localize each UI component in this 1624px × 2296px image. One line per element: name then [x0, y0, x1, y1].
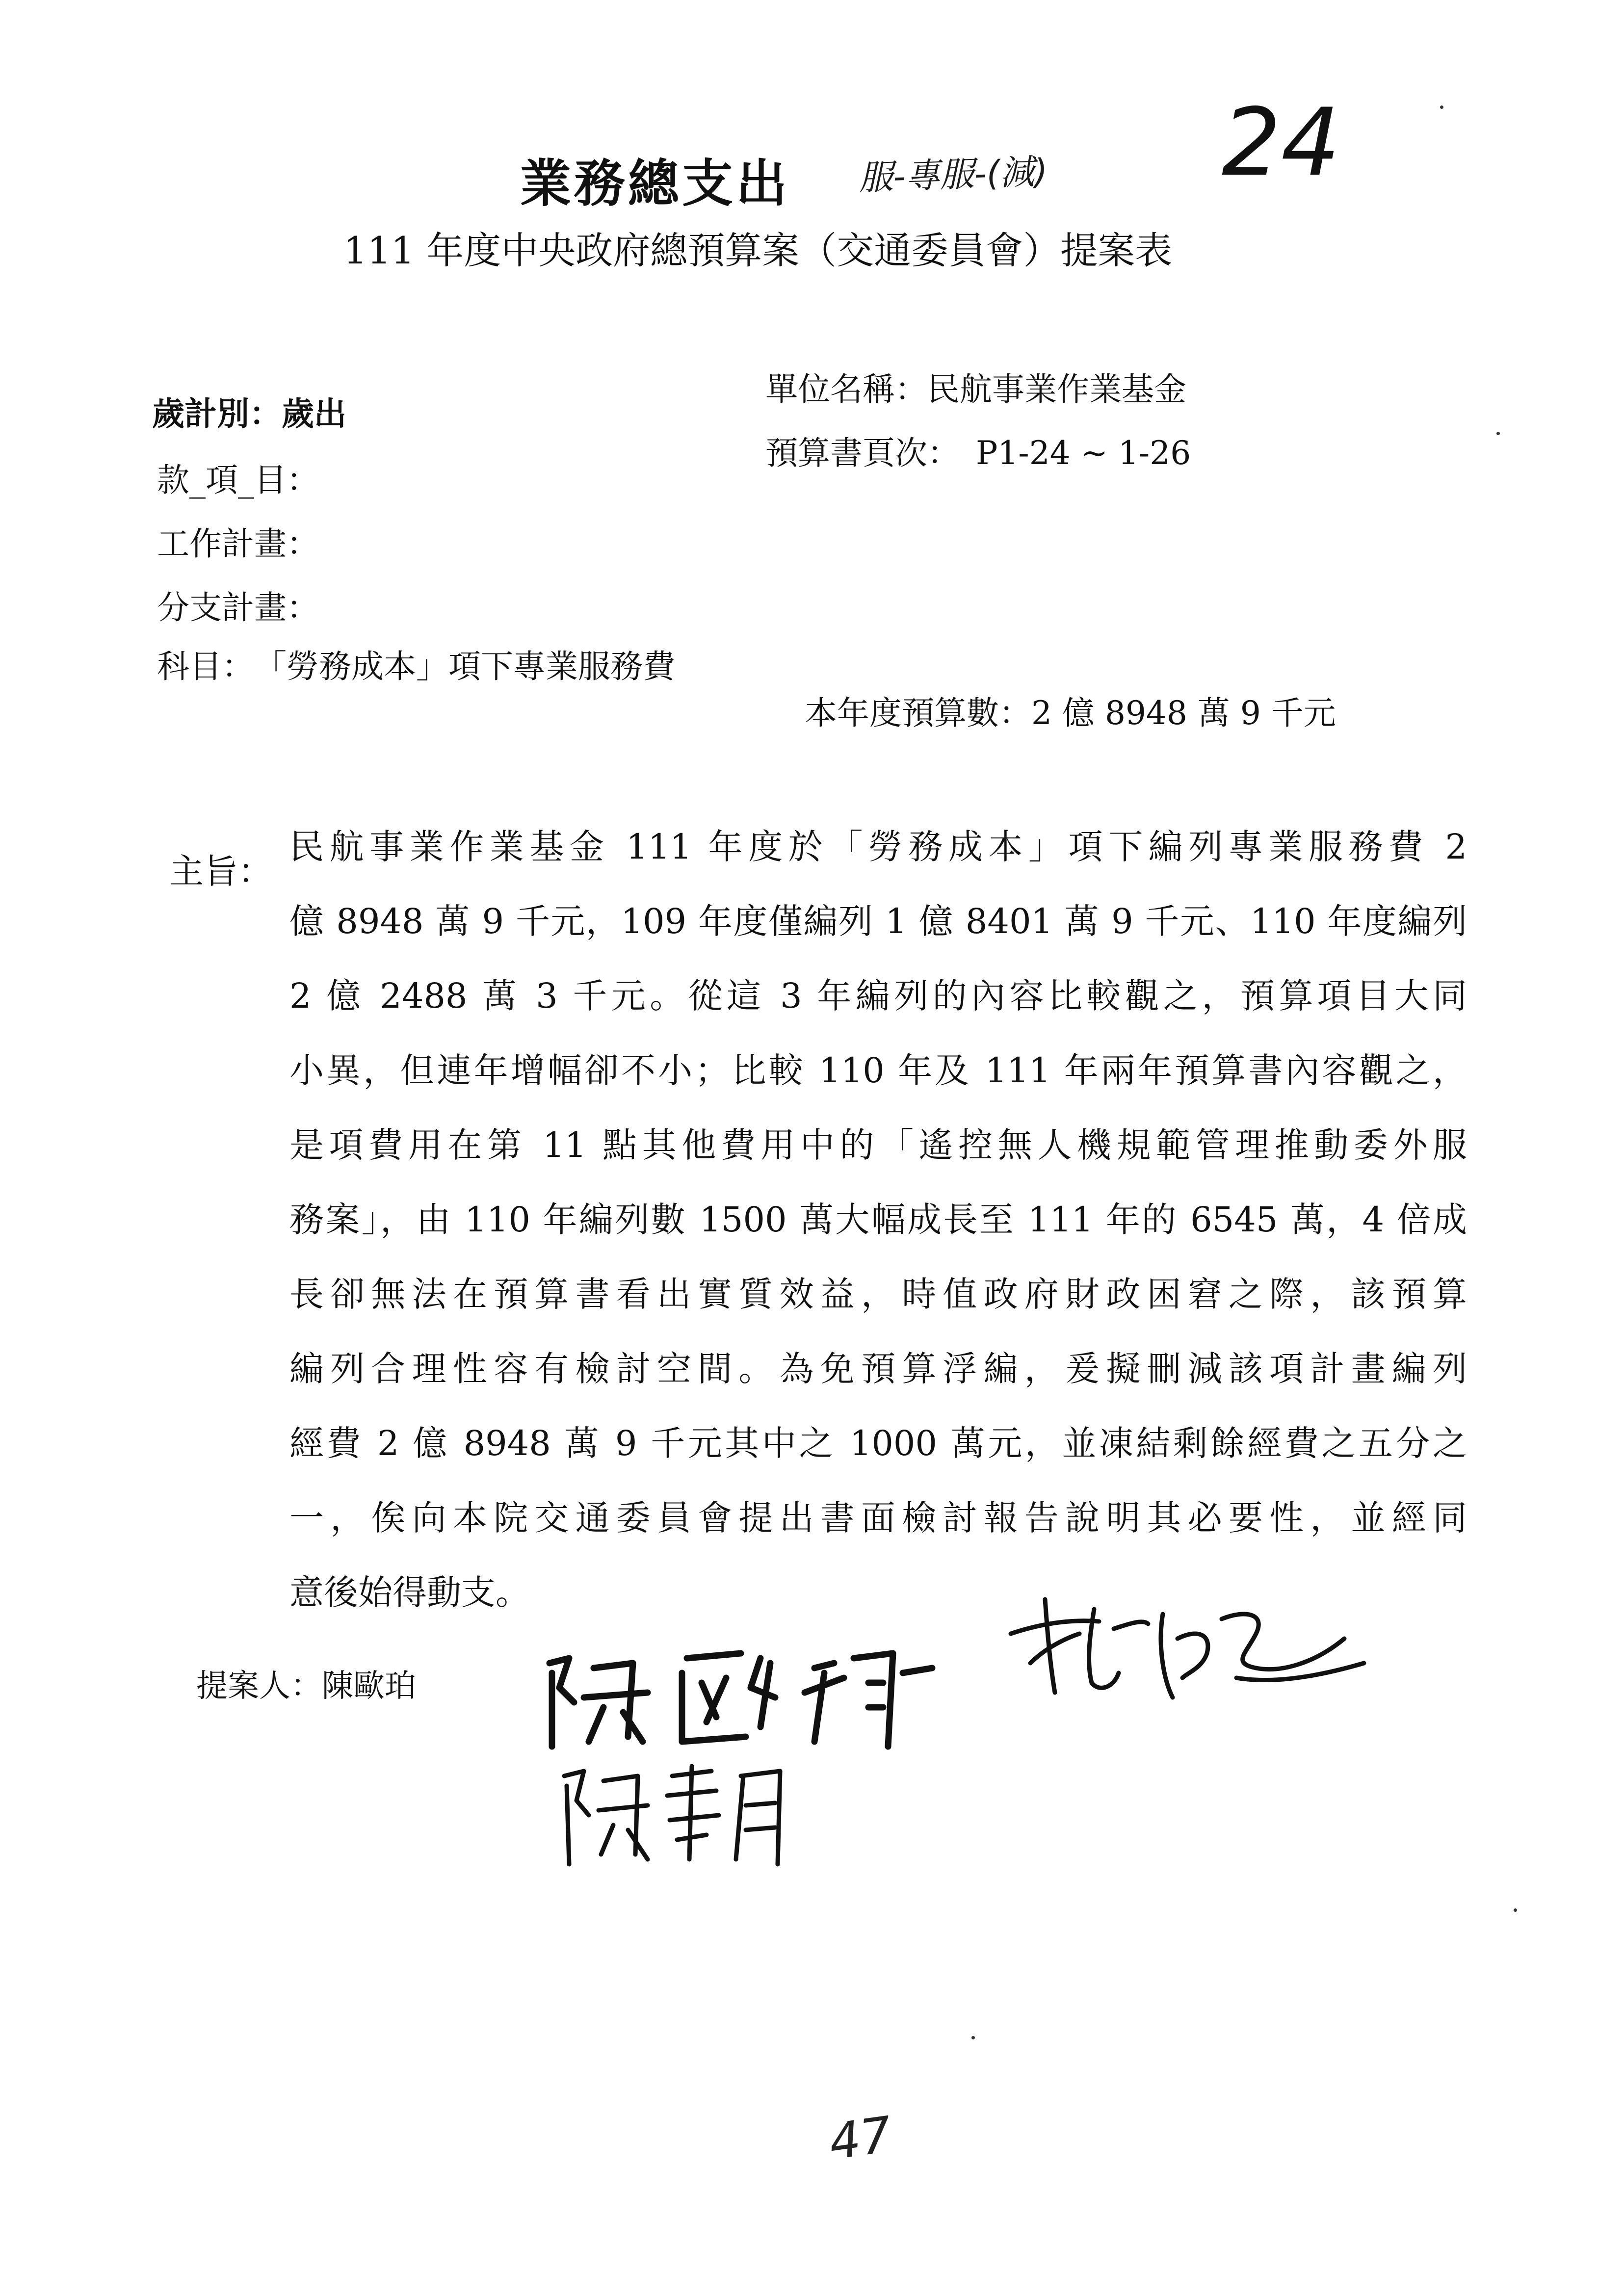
scan-speck — [1514, 1908, 1517, 1912]
purpose-line: 編列合理性容有檢討空間。為免預算浮編，爰擬刪減該項計畫編列 — [289, 1349, 1467, 1389]
purpose-line: 經費 2 億 8948 萬 9 千元其中之 1000 萬元，並凍結剩餘經費之五分之 — [289, 1423, 1467, 1463]
scan-speck — [1440, 105, 1443, 109]
item-field: 款_項_目： — [157, 461, 319, 499]
work-plan-field: 工作計畫： — [157, 525, 319, 563]
purpose-line: 長卻無法在預算書看出實質效益，時值政府財政困窘之際，該預算 — [289, 1274, 1467, 1314]
handwritten-page-number: 47 — [825, 2105, 895, 2171]
budget-amount: 本年度預算數：2 億 8948 萬 9 千元 — [805, 694, 1336, 732]
handwritten-category-note: 服-專服-(減) — [858, 151, 1048, 198]
signature-chen-ou-po — [530, 1629, 947, 1766]
scan-speck — [1496, 432, 1500, 435]
budget-pages-field: 預算書頁次： P1-24 ~ 1-26 — [765, 434, 1191, 472]
unit-name-field: 單位名稱：民航事業作業基金 — [765, 370, 1186, 408]
sub-plan-field: 分支計畫： — [157, 589, 319, 626]
proposer-label: 提案人：陳歐珀 — [196, 1668, 416, 1704]
document-heading: 業務總支出 — [520, 153, 790, 213]
purpose-line: 務案」，由 110 年編列數 1500 萬大幅成長至 111 年的 6545 萬，4 倍成 — [289, 1200, 1467, 1240]
purpose-text — [289, 809, 1467, 1630]
purpose-line: 2 億 2488 萬 3 千元。從這 3 年編列的內容比較觀之，預算項目大同 — [289, 976, 1467, 1016]
purpose-line: 一，俟向本院交通委員會提出書面檢討報告說明其必要性，並經同 — [289, 1498, 1467, 1538]
form-subtitle: 111 年度中央政府總預算案（交通委員會）提案表 — [343, 229, 1173, 272]
signature-chen-su-yueh — [550, 1756, 814, 1874]
handwritten-proposal-number: 24 — [1222, 88, 1340, 197]
purpose-label: 主旨： — [169, 851, 272, 891]
purpose-line: 是項費用在第 11 點其他費用中的「遙控無人機規範管理推動委外服 — [289, 1125, 1467, 1165]
scan-speck — [971, 2036, 975, 2039]
signature-lin-chun-hsien — [1001, 1580, 1374, 1717]
purpose-line: 小異，但連年增幅卻不小；比較 110 年及 111 年兩年預算書內容觀之， — [289, 1050, 1467, 1091]
account-type: 歲計別：歲出 — [152, 394, 346, 433]
purpose-line: 意後始得動支。 — [289, 1572, 530, 1613]
purpose-line: 民航事業作業基金 111 年度於「勞務成本」項下編列專業服務費 2 — [289, 827, 1467, 867]
subject-field: 科目： 「勞務成本」項下專業服務費 — [157, 648, 675, 685]
purpose-line: 億 8948 萬 9 千元，109 年度僅編列 1 億 8401 萬 9 千元、110 年度編列 — [289, 901, 1467, 941]
